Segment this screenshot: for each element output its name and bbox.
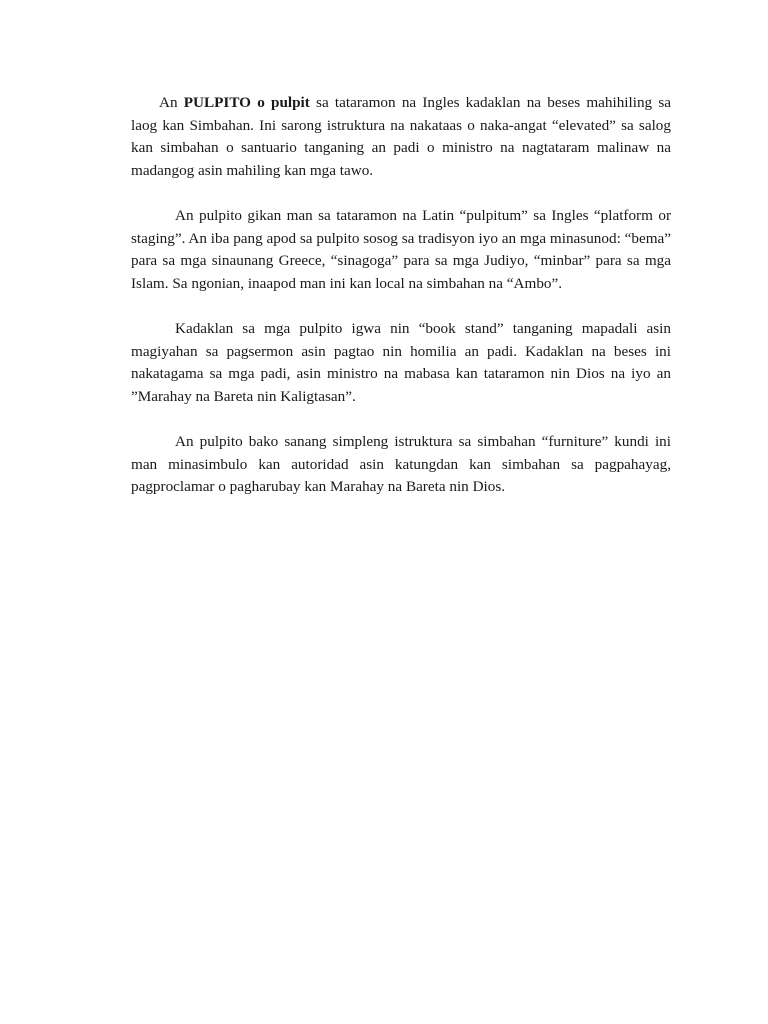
paragraph-1-bold-term: PULPITO o pulpit — [183, 94, 310, 111]
paragraph-1-lead: An — [159, 94, 184, 111]
paragraph-4: An pulpito bako sanang simpleng istruktura sa simbahan “furniture” kundi ini man minasimbulo kan autoridad asin katungdan kan simbahan sa pagpahayag, pagproclamar o pagharubay kan Marahay na Bareta nin Dios. — [131, 432, 671, 496]
paragraph-2: An pulpito gikan man sa tataramon na Latin “pulpitum” sa Ingles “platform or staging”. An iba pang apod sa pulpito sosog sa tradisyon iyo an mga minasunod: “bema” para sa mga sinaunang Greece, “sinagoga” para sa mga Judiyo, “minbar” para sa mga Islam. Sa ngonian, inaapod man ini kan local na simbahan na “Ambo”. — [131, 206, 671, 292]
paragraph-1 — [131, 92, 671, 182]
paragraph-1-text: sa tataramon na Ingles kadaklan na beses mahihiling sa laog kan Simbahan. Ini sarong istruktura na nakataas o naka-angat “elevated” sa salog kan simbahan o santuario tanganing an padi o ministro na nagtataram malinaw na madangog asin mahiling kan mga tawo. — [131, 94, 671, 179]
document-page — [131, 92, 671, 521]
paragraph-3: Kadaklan sa mga pulpito igwa nin “book stand” tanganing mapadali asin magiyahan sa pagsermon asin pagtao nin homilia an padi. Kadaklan na beses ini nakatagama sa mga padi, asin ministro na mabasa kan tataramon nin Dios na iyo an ”Marahay na Bareta nin Kaligtasan”. — [131, 319, 671, 405]
